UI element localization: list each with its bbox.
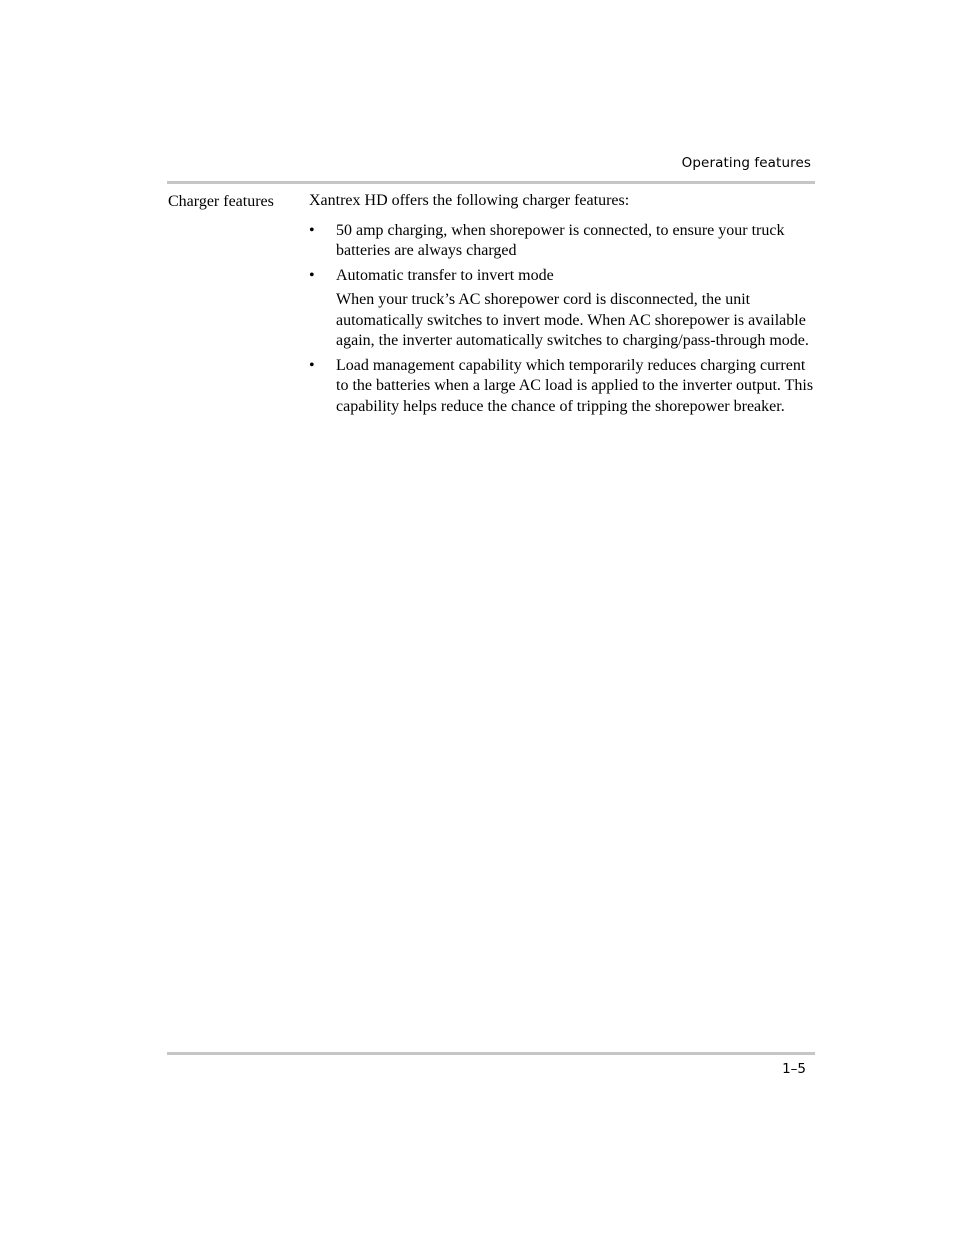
running-head: Operating features: [681, 155, 811, 171]
list-item-text: Load management capability which temporarily reduces charging current to the batteries when a large AC load is applied to the inverter output. This capability helps reduce the chance of tripping the shorepower breaker.: [336, 356, 814, 415]
section-body: [309, 191, 815, 421]
header-rule: [167, 181, 815, 184]
intro-paragraph: Xantrex HD offers the following charger features:: [309, 192, 630, 209]
list-item: [309, 221, 815, 262]
list-item-text: 50 amp charging, when shorepower is connected, to ensure your truck batteries are always charged: [336, 221, 785, 259]
feature-list: [309, 221, 815, 418]
bullet-icon: •: [309, 266, 315, 284]
bullet-icon: •: [309, 221, 315, 239]
page-number: 1–5: [782, 1061, 806, 1077]
footer-rule: [167, 1052, 815, 1055]
bullet-icon: •: [309, 356, 315, 374]
list-item: [309, 356, 815, 418]
list-item-detail: When your truck’s AC shorepower cord is disconnected, the unit automatically switches to invert mode. When AC shorepower is available again, the inverter automatically switches to charging/pass-through mode.: [336, 291, 809, 349]
section-heading: Charger features: [168, 193, 274, 210]
list-item-text: Automatic transfer to invert mode: [336, 266, 554, 284]
list-item: [309, 266, 815, 352]
